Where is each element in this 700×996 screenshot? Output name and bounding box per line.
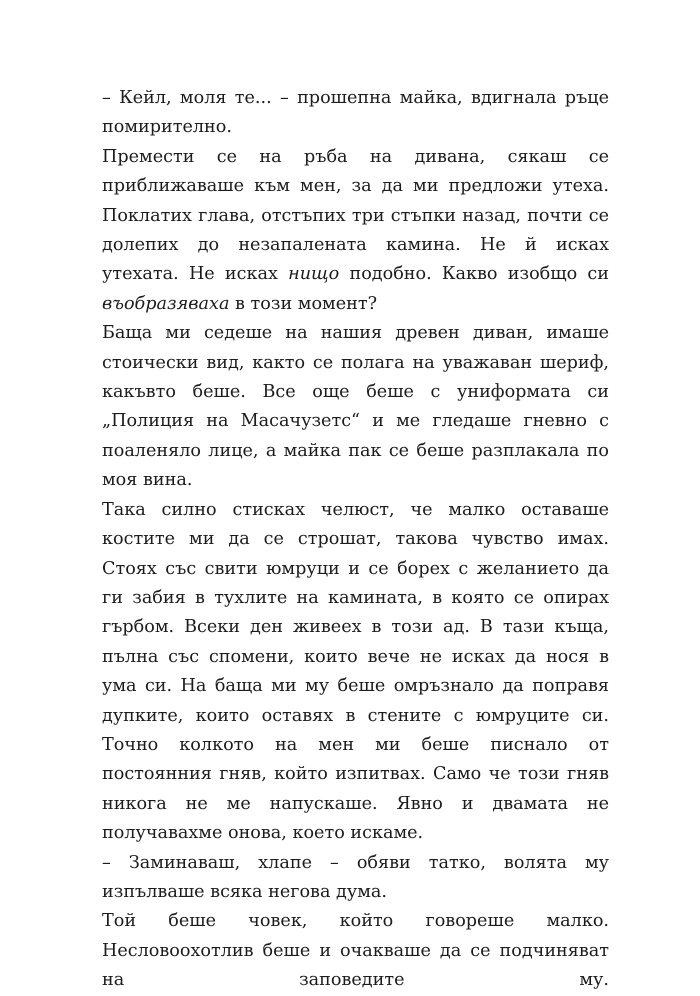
- paragraph-6: [102, 907, 609, 995]
- paragraph-3: [102, 319, 609, 495]
- paragraph-2-text-a: Премести се на ръба на дивана, сякаш се приближаваше към мен, за да ми предложи утеха. Поклатих глава, отстъпих три стъпки назад, почти се долепих до незапалената камина. Не й исках утехата. Не исках: [102, 146, 609, 285]
- page-text: [102, 84, 609, 996]
- paragraph-3-text: Баща ми седеше на нашия древен диван, имаше стоически вид, както се полага на уважаван шериф, какъвто беше. Все още беше с униформата си „Полиция на Масачузетс“ и ме гледаше гневно с поаленяло лице, а майка пак се беше разплакала по моя вина.: [102, 323, 609, 491]
- paragraph-2-text-b: подобно. Какво изобщо си: [339, 264, 609, 285]
- paragraph-2: [102, 143, 609, 319]
- paragraph-5-text: – Заминаваш, хлапе – обяви татко, волята му изпълваше всяка негова дума.: [102, 852, 609, 902]
- paragraph-2-text-c: в този момент?: [229, 293, 378, 314]
- paragraph-1: [102, 84, 609, 143]
- paragraph-1-text: – Кейл, моля те... – прошепна майка, вдигнала ръце помирително.: [102, 88, 609, 138]
- paragraph-6-text: Той беше човек, който говореше малко. Несловоохотлив беше и очакваше да се подчиняват на заповедите му.: [102, 911, 609, 991]
- paragraph-2-italic-vaobrazyavaha: въобразяваха: [102, 293, 230, 314]
- paragraph-4: [102, 496, 609, 849]
- paragraph-2-italic-nishto: нищо: [288, 264, 340, 285]
- paragraph-5: [102, 849, 609, 908]
- paragraph-4-text: Така силно стисках челюст, че малко оставаше костите ми да се строшат, такова чувство имах. Стоях със свити юмруци и се борех с желанието да ги забия в тухлите на камината, в която се опирах гърбом. Всеки ден живеех в този ад. В тази къща, пълна със спомени, които вече не исках да нося в ума си. На баща ми му беше омръзнало да поправя дупките, които оставях в стените с юмруците си. Точно колкото на мен ми беше писнало от постоянния гняв, който изпитвах. Само че този гняв никога не ме напускаше. Явно и двамата не получавахме онова, което искаме.: [102, 499, 609, 844]
